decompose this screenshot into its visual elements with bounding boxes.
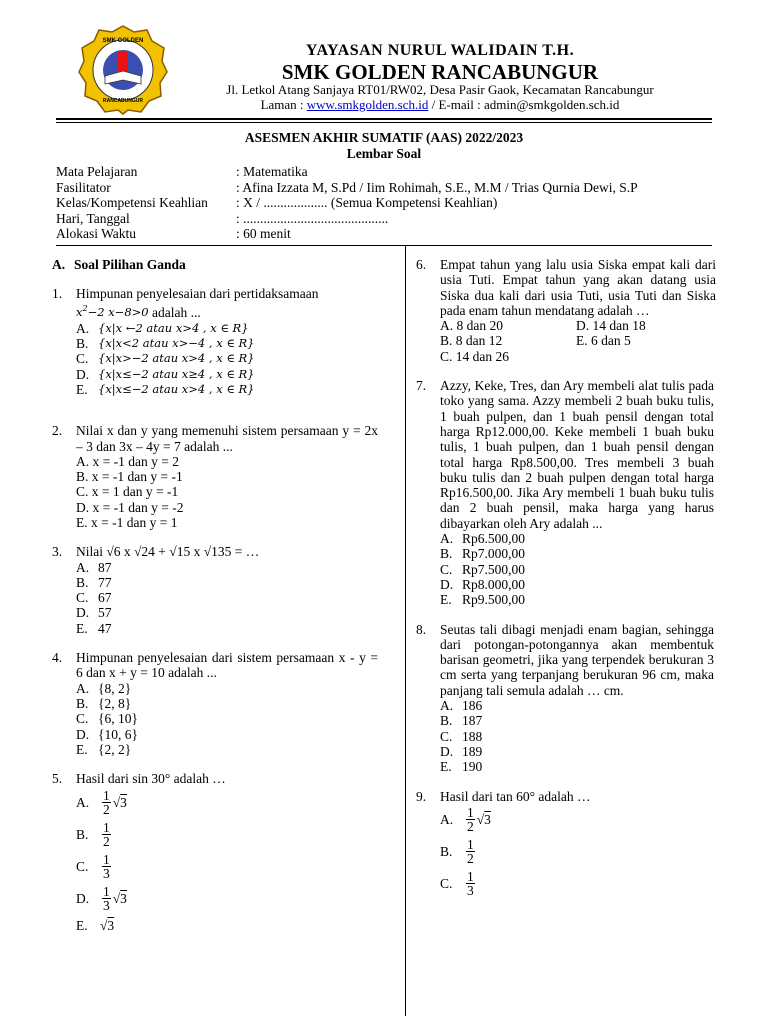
question-6: 6. Empat tahun yang lalu usia Siska empat kali dari usia Tuti. Empat tahun yang akan datang usia Siska dua kali dari usia Tuti, usia Tuti dan Siska pada enam tahun mendatang adalah … A. 8 dan 20 D. 14 dan 18 B. 8 dan 12 E. 6 dan 5 C. 14 dan 26 xyxy=(416,257,716,364)
question-8: 8. Seutas tali dibagi menjadi enam bagian, sehingga dari potongan-potongannya akan membentuk barisan geometri, jika yang terpendek berukuran 3 cm serta yang terpanjang berukuran 96 cm, maka panjang tali semula adalah … cm. A. 186 B. 187 C. 188 D. 189 E. 190 xyxy=(416,621,714,775)
logo-top-text: SMK GOLDEN xyxy=(102,38,144,44)
header-rule xyxy=(56,118,712,120)
right-column xyxy=(416,257,714,900)
question-9: 9. Hasil dari tan 60° adalah … A. $\frac{1}{2}$ √3 B. $\frac{1}{2}$ C. $\frac{1}{3}$ xyxy=(416,788,591,899)
question-2: 2. Nilai x dan y yang memenuhi sistem persamaan y = 2x – 3 dan 3x – 4y = 7 adalah ... A. x = -1 dan y = 2 B. x = -1 dan y = -1 C. x = 1 dan y = -1 D. x = -1 dan y = -2 E. x = -1 dan y = 1 xyxy=(52,423,378,530)
foundation-name: YAYASAN NURUL WALIDAIN T.H. xyxy=(305,42,575,59)
question-4: 4. Himpunan penyelesaian dari sistem persamaan x - y = 6 dan x + y = 10 adalah ... A. {8, 2} B. {2, 8} C. {6, 10} D. {10, 6} E. {2, 2} xyxy=(52,650,378,757)
contact-line: Laman : www.smkgolden.sch.id / E-mail : admin@smkgolden.sch.id xyxy=(260,97,620,112)
question-3: 3. Nilai √6 x √24 + √15 x √135 = … A. 87 B. 77 C. 67 D. 57 E. 47 xyxy=(52,544,260,636)
column-divider xyxy=(405,246,406,1016)
school-name: SMK GOLDEN RANCABUNGUR xyxy=(281,60,599,84)
exam-title: ASESMEN AKHIR SUMATIF (AAS) 2022/2023 xyxy=(244,130,524,145)
exam-subtitle: Lembar Soal xyxy=(346,146,422,161)
school-address: Jl. Letkol Atang Sanjaya RT01/RW02, Desa Pasir Gaok, Kecamatan Rancabungur xyxy=(226,82,654,97)
question-1: 1. Himpunan penyelesaian dari pertidaksamaan $x^2-2$ x−8>0 adalah ... A. {x|x ←2 atau x>4 , x ∈ R} B. {x|x<2 atau x>−4 , x ∈ R} C. {x|x>−2 atau x>4 , x ∈ R} D. {x|x≤−2 atau x≥4 , x ∈ R} E. {x|x≤−2 atau x>4 , x ∈ R} xyxy=(52,286,319,397)
school-logo xyxy=(78,24,168,116)
logo-bottom-text: RANCABUNGUR xyxy=(103,98,143,104)
left-column xyxy=(52,257,378,936)
exam-meta: Mata Pelajaran : Matematika Fasilitator : Afina Izzata M, S.Pd / Iim Rohimah, S.E., M.M / Trias Qurnia Dewi, S.P Kelas/Kompetensi Keahlian : X / ................... (Semua Kompetensi Keahlian) Hari, Tanggal : ........................................... Alokasi Waktu : 60 menit xyxy=(56,164,638,242)
question-5: 5. Hasil dari sin 30° adalah … A. $\frac{1}{2}$ √3 B. $\frac{1}{2}$ C. $\frac{1}{3}$ D. $\frac{1}{3}$ √3 E. √3 xyxy=(52,771,226,933)
question-7: 7. Azzy, Keke, Tres, dan Ary membeli alat tulis pada toko yang sama. Azzy membeli 2 buah buku tulis, 1 buah pulpen, dan 1 buah pensil dengan total harga Rp12.000,00. Keke membeli 1 buah buku tulis, 1 buah pulpen, dan 1 buah pensil dengan total harga Rp8.500,00. Tres membeli 3 buah buku tulis dan 2 buah pulpen dengan total harga Rp16.500,00. Jika Ary membeli 1 buah buku tulis dan 2 buah pensil, maka harga yang harus dibayarkan oleh Ary adalah ... A. Rp6.500,00 B. Rp7.000,00 C. Rp7.500,00 D. Rp8.000,00 E. Rp9.500,00 xyxy=(416,378,714,608)
section-heading: A. Soal Pilihan Ganda xyxy=(52,257,186,272)
website-link[interactable]: www.smkgolden.sch.id xyxy=(306,97,429,112)
section-divider xyxy=(56,245,712,246)
header-rule-thin xyxy=(56,122,712,123)
